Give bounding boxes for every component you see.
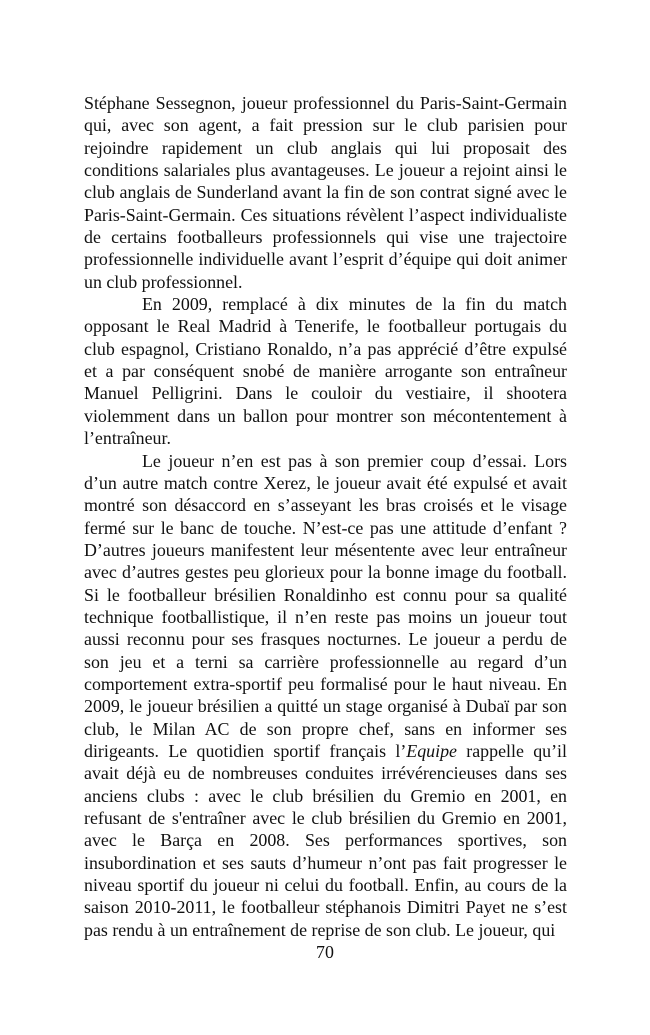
paragraph-ronaldinho-part-1: Le joueur n’en est pas à son premier coup d’essai. Lors d’un autre match contre Xerez, le joueur avait été expulsé et avait montré son désaccord en s’asseyant les bras croisés et le visage fermé sur le banc de touche. N’est-ce pas une attitude d’enfant ? D’autres joueurs manifestent leur mésentente avec leur entraîneur avec d’autres gestes peu glorieux pour la bonne image du football. Si le footballeur brésilien Ronaldinho est connu pour sa qualité technique footballistique, il n’en reste pas moins un joueur tout aussi reconnu pour ses frasques nocturnes. Le joueur a perdu de son jeu et a terni sa carrière professionnelle au regard d’un comportement extra-sportif peu formalisé pour le haut niveau. En 2009, le joueur brésilien a quitté un stage organisé à Dubaï par son club, le Milan AC de son propre chef, sans en informer ses dirigeants. Le quotidien sportif français l’ [84, 450, 567, 761]
paragraph-sessegnon: Stéphane Sessegnon, joueur professionnel du Paris-Saint-Germain qui, avec son agent, a fait pression sur le club parisien pour rejoindre rapidement un club anglais qui lui proposait des conditions salariales plus avantageuses. Le joueur a rejoint ainsi le club anglais de Sunderland avant la fin de son contrat signé avec le Paris-Saint-Germain. Ces situations révèlent l’aspect individualiste de certains footballeurs professionnels qui vise une trajectoire professionnelle individuelle avant l’esprit d’équipe qui doit animer un club professionnel. [84, 93, 567, 292]
paragraph-ronaldinho-part-2: rappelle qu’il avait déjà eu de nombreuses conduites irrévérencieuses dans ses anciens clubs : avec le club brésilien du Gremio en 2001, en refusant de s'entraîner avec le club brésilien du Gremio en 2001, avec le Barça en 2008. Ses performances sportives, son insubordination et ses sauts d’humeur n’ont pas fait progresser le niveau sportif du joueur ni celui du football. Enfin, au cours de la saison 2010-2011, le footballeur stéphanois Dimitri Payet ne s’est pas rendu à un entraînement de reprise de son club. Le joueur, qui [84, 740, 567, 940]
page-body [84, 92, 567, 941]
paragraph-ronaldo: En 2009, remplacé à dix minutes de la fin du match opposant le Real Madrid à Tenerife, le footballeur portugais du club espagnol, Cristiano Ronaldo, n’a pas apprécié d’être expulsé et a par conséquent snobé de manière arrogante son entraîneur Manuel Pelligrini. Dans le couloir du vestiaire, il shootera violemment dans un ballon pour montrer son mécontentement à l’entraîneur. [84, 294, 567, 449]
paragraph-ronaldinho [84, 450, 567, 942]
page-number: 70 [316, 942, 334, 962]
newspaper-title: Equipe [406, 740, 457, 761]
